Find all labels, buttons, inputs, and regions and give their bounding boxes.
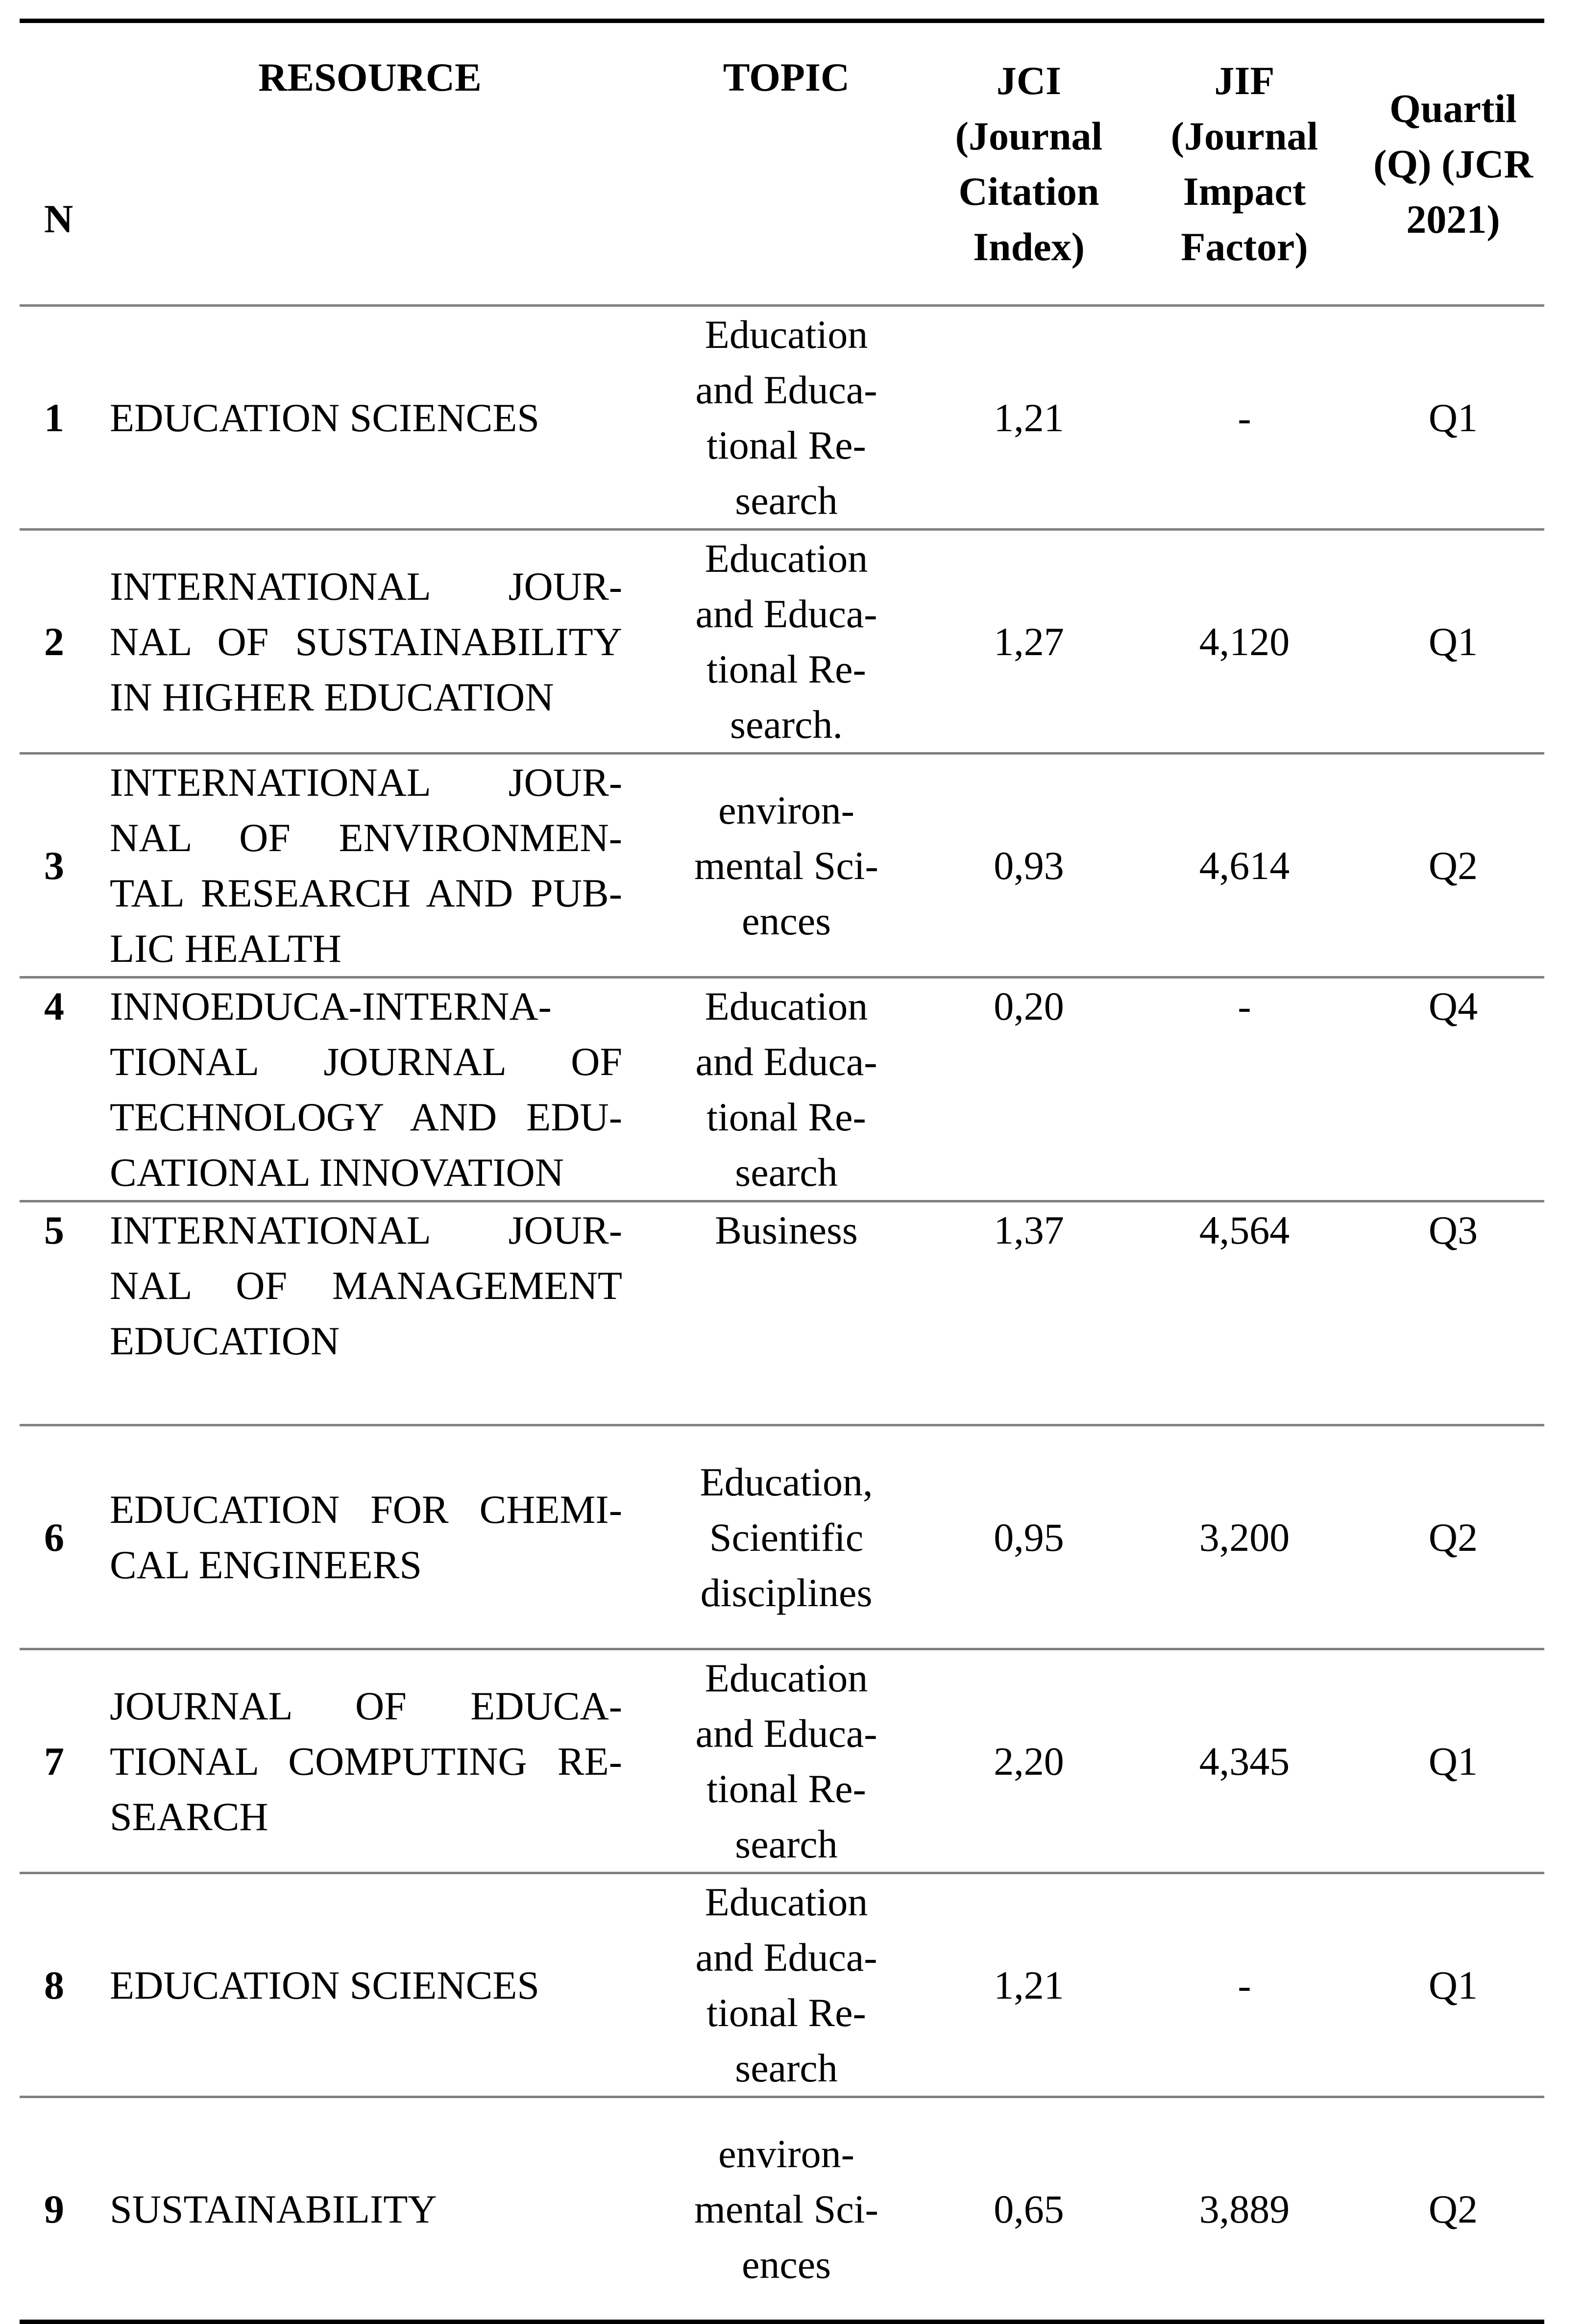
cell-n: 6 [44, 1515, 64, 1560]
cell-topic-line: Business [715, 1208, 858, 1252]
cell-jci: 1,21 [994, 395, 1064, 440]
cell-topic-line: search. [730, 702, 843, 747]
cell-n: 3 [44, 843, 64, 888]
cell-n: 5 [44, 1208, 64, 1252]
header-jif-line: Impact [1183, 169, 1306, 214]
header-topic: TOPIC [723, 55, 850, 99]
header-jif-line: Factor) [1181, 224, 1308, 269]
cell-resource: SUSTAINABILITY [110, 2186, 437, 2231]
cell-jci: 1,27 [994, 619, 1064, 664]
cell-jif: 4,120 [1199, 619, 1290, 664]
cell-resource: INTERNATIONAL JOUR- NAL OF ENVIRONMEN- TAL RESEARCH AND PUB- LIC HEALTH [110, 760, 622, 971]
cell-n: 2 [44, 619, 64, 664]
cell-quartile: Q3 [1428, 1208, 1478, 1252]
cell-topic-line: Education [705, 984, 868, 1028]
cell-quartile: Q1 [1428, 1738, 1478, 1784]
cell-resource: EDUCATION SCIENCES [110, 395, 539, 440]
cell-jci: 1,21 [994, 1962, 1064, 2007]
cell-topic [642, 978, 931, 1201]
header-jci-line: Index) [973, 224, 1085, 269]
table-row [20, 1873, 1544, 2097]
header-jif [1127, 21, 1362, 306]
header-n: N [44, 196, 73, 241]
cell-topic-line: environ- [718, 787, 854, 832]
header-jci-line: Citation [958, 169, 1099, 214]
cell-quartile: Q1 [1428, 619, 1478, 664]
cell-topic-line: Education [705, 536, 868, 581]
cell-jif: 4,564 [1199, 1208, 1290, 1252]
cell-n: 4 [44, 984, 64, 1028]
cell-quartile: Q4 [1428, 984, 1478, 1028]
cell-jci: 0,65 [994, 2186, 1064, 2231]
cell-topic-line: Education [705, 1880, 868, 1924]
table-row [20, 1649, 1544, 1873]
table-row [20, 2097, 1544, 2322]
cell-jif: 4,614 [1199, 843, 1290, 888]
cell-topic-line: tional Re- [706, 647, 866, 691]
cell-jci: 0,20 [994, 984, 1064, 1028]
cell-jif: 3,200 [1199, 1515, 1290, 1560]
cell-n: 1 [44, 395, 64, 440]
cell-topic-line: tional Re- [706, 1095, 866, 1139]
cell-topic-line: tional Re- [706, 423, 866, 467]
cell-topic [642, 530, 931, 754]
header-quartile [1362, 21, 1544, 306]
cell-topic-line: mental Sci- [694, 2186, 878, 2231]
table-row [20, 1201, 1544, 1425]
table-row [20, 530, 1544, 754]
cell-topic-line: mental Sci- [694, 843, 878, 888]
table-row [20, 306, 1544, 530]
cell-resource: INTERNATIONAL JOUR- NAL OF SUSTAINABILITY IN HIGHER EDUCATION [110, 563, 622, 719]
cell-topic [642, 754, 931, 978]
cell-topic-line: search [735, 478, 838, 523]
cell-n: 7 [44, 1738, 64, 1784]
header-jci-line: (Journal [955, 114, 1103, 158]
header-jif-line: JIF [1214, 58, 1275, 103]
cell-resource: INTERNATIONAL JOUR- NAL OF MANAGEMENT EDUCATION [110, 1208, 622, 1363]
cell-topic [642, 1201, 931, 1425]
cell-quartile: Q1 [1428, 1962, 1478, 2007]
cell-quartile: Q1 [1428, 395, 1478, 440]
table-body [20, 306, 1544, 2322]
header-resource: RESOURCE [258, 55, 482, 99]
cell-topic [642, 2097, 931, 2322]
cell-topic-line: disciplines [700, 1570, 873, 1615]
cell-topic-line: environ- [718, 2131, 854, 2176]
cell-topic-line: Education [705, 312, 868, 357]
cell-topic-line: tional Re- [706, 1766, 866, 1811]
table-row [20, 978, 1544, 1201]
header-jci [931, 21, 1127, 306]
cell-n: 9 [44, 2186, 64, 2231]
table-row [20, 1425, 1544, 1649]
cell-quartile: Q2 [1428, 1515, 1478, 1560]
cell-jci: 0,93 [994, 843, 1064, 888]
cell-jif: - [1238, 1962, 1251, 2007]
cell-jif: 4,345 [1199, 1738, 1290, 1784]
cell-jci: 0,95 [994, 1515, 1064, 1560]
cell-topic-line: and Educa- [695, 367, 877, 412]
cell-topic-line: search [735, 1150, 838, 1195]
cell-resource: INNOEDUCA-INTERNA- TIONAL JOURNAL OF TECHNOLOGY AND EDU- CATIONAL INNOVATION [110, 984, 622, 1195]
cell-topic-line: ences [741, 898, 831, 943]
header-quartile-line: Quartil [1389, 86, 1517, 131]
header-quartile-line: (Q) (JCR [1373, 141, 1533, 186]
header-jif-line: (Journal [1170, 114, 1318, 158]
header-quartile-line: 2021) [1406, 196, 1500, 242]
cell-topic-line: and Educa- [695, 1935, 877, 1980]
journal-table-container [20, 19, 1544, 2324]
cell-topic-line: ences [741, 2242, 831, 2287]
cell-topic-line: Scientific [709, 1515, 864, 1560]
cell-topic-line: search [735, 2046, 838, 2090]
cell-resource: EDUCATION FOR CHEMI- CAL ENGINEERS [110, 1487, 622, 1587]
cell-jci: 2,20 [994, 1738, 1064, 1784]
cell-quartile: Q2 [1428, 843, 1478, 888]
table-header [20, 21, 1544, 306]
header-row [20, 21, 1544, 306]
cell-topic-line: search [735, 1822, 838, 1866]
cell-topic-line: and Educa- [695, 1039, 877, 1084]
cell-topic-line: Education [705, 1656, 868, 1700]
cell-topic-line: tional Re- [706, 1990, 866, 2035]
cell-n: 8 [44, 1962, 64, 2007]
cell-jif: - [1238, 395, 1251, 440]
cell-topic [642, 1649, 931, 1873]
cell-topic-line: and Educa- [695, 591, 877, 636]
cell-topic [642, 306, 931, 530]
cell-resource: JOURNAL OF EDUCA- TIONAL COMPUTING RE- SEARCH [110, 1683, 622, 1839]
journal-table [20, 19, 1544, 2324]
cell-resource: EDUCATION SCIENCES [110, 1962, 539, 2007]
cell-topic [642, 1425, 931, 1649]
cell-topic-line: and Educa- [695, 1711, 877, 1756]
header-jci-line: JCI [996, 58, 1062, 103]
cell-topic-line: Education, [700, 1459, 873, 1504]
table-row [20, 754, 1544, 978]
cell-quartile: Q2 [1428, 2186, 1478, 2231]
cell-topic [642, 1873, 931, 2097]
cell-jif: 3,889 [1199, 2186, 1290, 2231]
cell-jci: 1,37 [994, 1208, 1064, 1252]
cell-jif: - [1238, 984, 1251, 1028]
